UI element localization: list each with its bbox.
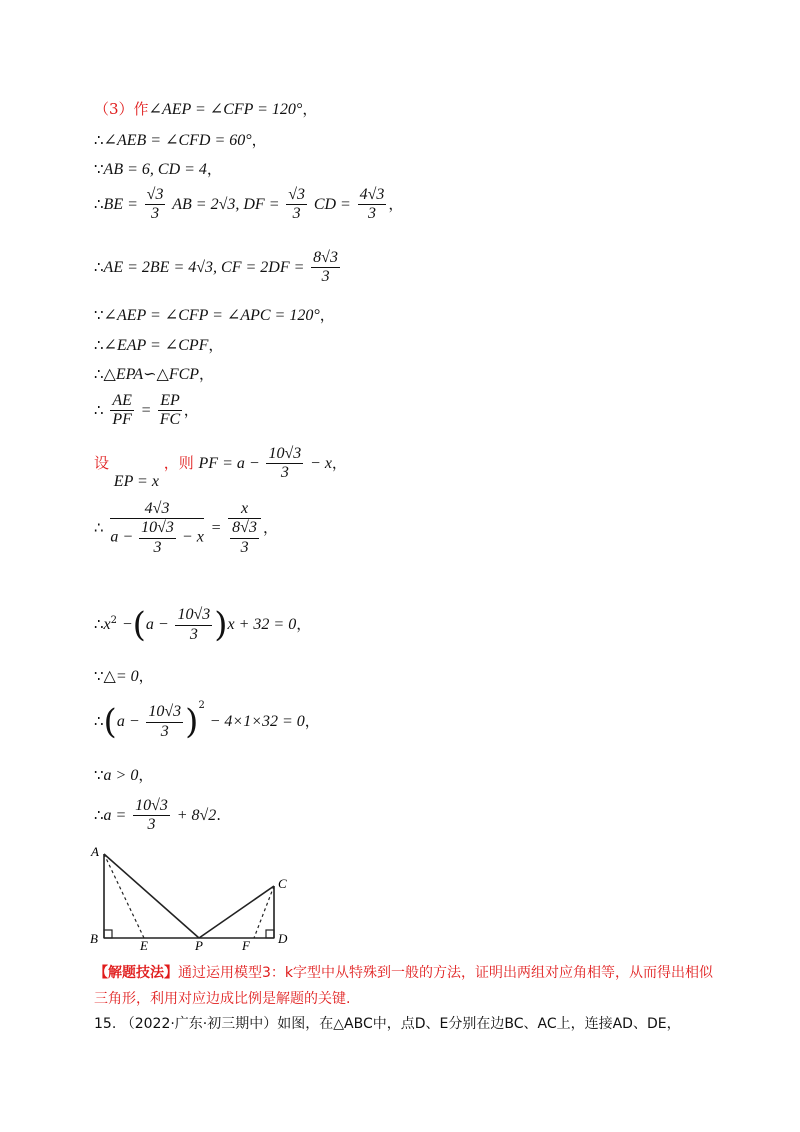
step-ratio-equation: ∴ 4√3 a − $\frac{10√3}{3}$ − x = $\frac{x}{\frac{8√3}{3}}$ ， xyxy=(94,500,278,556)
label-p: P xyxy=(195,938,203,952)
step-proportion: ∴ $\frac{AE}{PF}$ = $\frac{EP}{FC}$ ， xyxy=(94,392,199,429)
label-e: E xyxy=(140,938,148,952)
step-given-lengths: ∵AB = 6, CD = 4， xyxy=(94,160,222,178)
segment-pc xyxy=(199,886,274,938)
fraction: $\frac{10√3}{3}$ xyxy=(268,445,302,482)
fraction: $\frac{EP}{FC}$ xyxy=(159,392,181,429)
step-angle-60: ∴∠AEB = ∠CFD = 60°， xyxy=(94,131,267,149)
label-f: F xyxy=(242,938,250,952)
right-angle-d xyxy=(266,930,274,938)
label-a: A xyxy=(91,844,99,859)
fraction: 4√3 a − $\frac{10√3}{3}$ − x xyxy=(110,500,204,556)
tip-text: 通过运用模型3：k字型中从特殊到一般的方法，证明出两组对应角相等，从而得出相似三角形，利用对应边成比例是解题的关键. xyxy=(94,965,714,1007)
segment-ae xyxy=(104,854,144,938)
step-a-positive: ∵a > 0， xyxy=(94,766,154,784)
geometry-figure xyxy=(88,842,298,952)
solution-tip xyxy=(94,960,714,1012)
label-c: C xyxy=(278,876,287,891)
right-angle-b xyxy=(104,930,112,938)
step-be-df: ∴BE = $\frac{√3}{3}$ AB = 2√3, DF = $\frac{√3}{3}$ CD = $\frac{4√3}{3}$ ， xyxy=(94,186,404,223)
fraction: $\frac{x}{\frac{8√3}{3}}$ xyxy=(228,500,261,557)
step-similar-triangles: ∴△EPA∽△FCP， xyxy=(94,365,215,383)
fraction: $\frac{10√3}{3}$ xyxy=(135,797,168,834)
step-angles-120: ∵∠AEP = ∠CFP = ∠APC = 120°， xyxy=(94,306,335,324)
fraction: $\frac{10√3}{3}$ xyxy=(148,703,182,740)
step-discriminant-zero: ∵△= 0， xyxy=(94,667,154,685)
fraction: $\frac{√3}{3}$ xyxy=(146,186,164,223)
segment-ap xyxy=(104,854,199,938)
tip-tag: 【解题技法】 xyxy=(94,965,178,981)
step-angle-eap: ∴∠EAP = ∠CPF， xyxy=(94,336,224,354)
fraction: $\frac{4√3}{3}$ xyxy=(359,186,385,223)
fraction: $\frac{AE}{PF}$ xyxy=(112,392,132,429)
step-ae-cf: ∴AE = 2BE = 4√3, CF = 2DF = $\frac{8√3}{3}$ xyxy=(94,249,338,286)
problem-15: 15. （2022·广东·初三期中）如图，在△ABC中，点D、E分别在边BC、AC上，连接AD、DE， xyxy=(94,1016,681,1032)
step-quadratic: $\therefore x^2 -(a$ − $\frac{10√3}{3}$ )x + 32 = 0， xyxy=(94,605,312,645)
step-result: ∴a = $\frac{10√3}{3}$ + 8√2. xyxy=(94,797,222,834)
fraction: $\frac{8√3}{3}$ xyxy=(313,249,338,286)
fraction: $\frac{√3}{3}$ xyxy=(288,186,306,223)
fraction: $\frac{10√3}{3}$ xyxy=(177,606,211,643)
fraction: $\frac{10√3}{3}$ xyxy=(141,519,174,556)
label-b: B xyxy=(90,931,98,946)
step-set-ep: 设 EP = x ，则 PF = a − $\frac{10√3}{3}$ − x， xyxy=(94,445,347,490)
fraction: $\frac{8√3}{3}$ xyxy=(232,519,257,556)
step-discriminant-eq: ∴(a − $\frac{10√3}{3}$ )$^2$ − 4×1×32 = 0， xyxy=(94,700,320,742)
label-d: D xyxy=(278,931,288,946)
step-3-construction: （3）作∠AEP = ∠CFP = 120°， xyxy=(94,100,318,118)
